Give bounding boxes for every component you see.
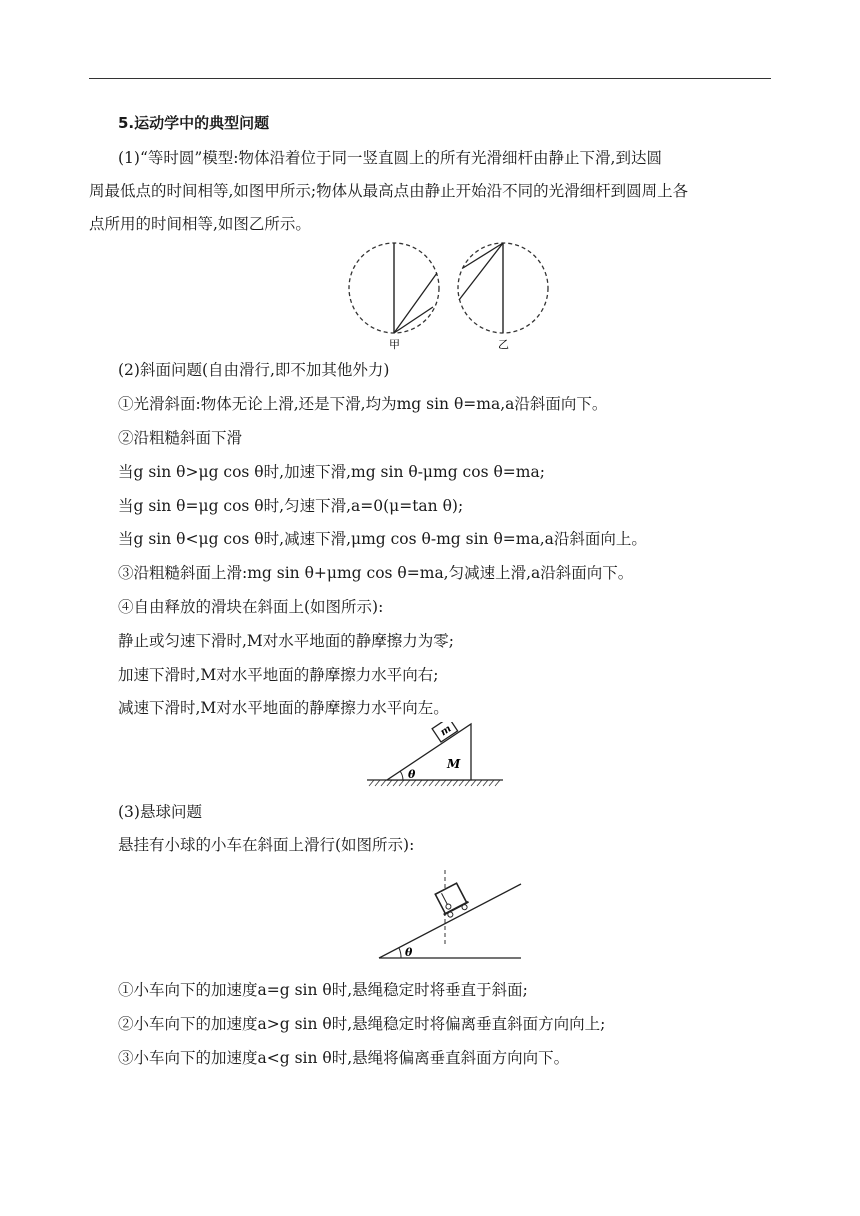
left-chord-1 (394, 273, 437, 333)
rough-down-heading: ②沿粗糙斜面下滑 (118, 429, 243, 447)
incline-angle-arc (399, 948, 401, 958)
para1-line1: (1)“等时圆”模型:物体沿着位于同一竖直圆上的所有光滑细杆由静止下滑,到达圆 (118, 149, 662, 167)
right-chord-2 (459, 243, 503, 300)
right-chord-1 (463, 243, 503, 268)
smooth-incline: ①光滑斜面:物体无论上滑,还是下滑,均为mg sin θ=ma,a沿斜面向下。 (118, 395, 608, 413)
rough-up: ③沿粗糙斜面上滑:mg sin θ+μmg cos θ=ma,匀减速上滑,a沿斜面向下。 (118, 564, 634, 582)
incline-angle-label: θ (405, 946, 413, 959)
section-title: 5.运动学中的典型问题 (118, 114, 270, 132)
header-rule (89, 78, 771, 79)
still-case: 静止或匀速下滑时,M对水平地面的静摩擦力为零; (118, 632, 455, 650)
wedge-block-figure (365, 722, 505, 792)
case-decelerate: 当g sin θ<μg cos θ时,减速下滑,μmg cos θ-mg sin θ=ma,a沿斜面向上。 (118, 530, 647, 548)
para1-line2: 周最低点的时间相等,如图甲所示;物体从最高点由静止开始沿不同的光滑细杆到圆周上各 (89, 182, 689, 200)
cart-case-2: ②小车向下的加速度a>g sin θ时,悬绳稳定时将偏离垂直斜面方向向上; (118, 1015, 606, 1033)
wedge-angle-label: θ (408, 768, 416, 781)
cart-body (435, 883, 466, 914)
para1-line3: 点所用的时间相等,如图乙所示。 (89, 215, 311, 233)
case-accelerate: 当g sin θ>μg cos θ时,加速下滑,mg sin θ-μmg cos θ=ma; (118, 463, 545, 481)
cart-incline-figure (375, 862, 525, 962)
fig-label-left: 甲 (389, 338, 400, 351)
pendulum-heading: (3)悬球问题 (118, 803, 202, 821)
wedge (387, 724, 471, 780)
small-mass-label: m (438, 723, 454, 739)
incline-heading: (2)斜面问题(自由滑行,即不加其他外力) (118, 361, 390, 379)
fig-label-right: 乙 (498, 338, 509, 351)
decel-case: 减速下滑时,M对水平地面的静摩擦力水平向左。 (118, 699, 449, 717)
free-block-heading: ④自由释放的滑块在斜面上(如图所示): (118, 598, 384, 616)
big-mass-label: M (447, 757, 461, 771)
equal-time-circles-figure (340, 240, 560, 352)
cart-case-3: ③小车向下的加速度a<g sin θ时,悬绳将偏离垂直斜面方向向下。 (118, 1049, 570, 1067)
case-uniform: 当g sin θ=μg cos θ时,匀速下滑,a=0(μ=tan θ); (118, 497, 464, 515)
pendulum-intro: 悬挂有小球的小车在斜面上滑行(如图所示): (118, 836, 415, 854)
ground-hatch (369, 780, 500, 786)
cart-case-1: ①小车向下的加速度a=g sin θ时,悬绳稳定时将垂直于斜面; (118, 981, 528, 999)
accel-case: 加速下滑时,M对水平地面的静摩擦力水平向右; (118, 666, 439, 684)
